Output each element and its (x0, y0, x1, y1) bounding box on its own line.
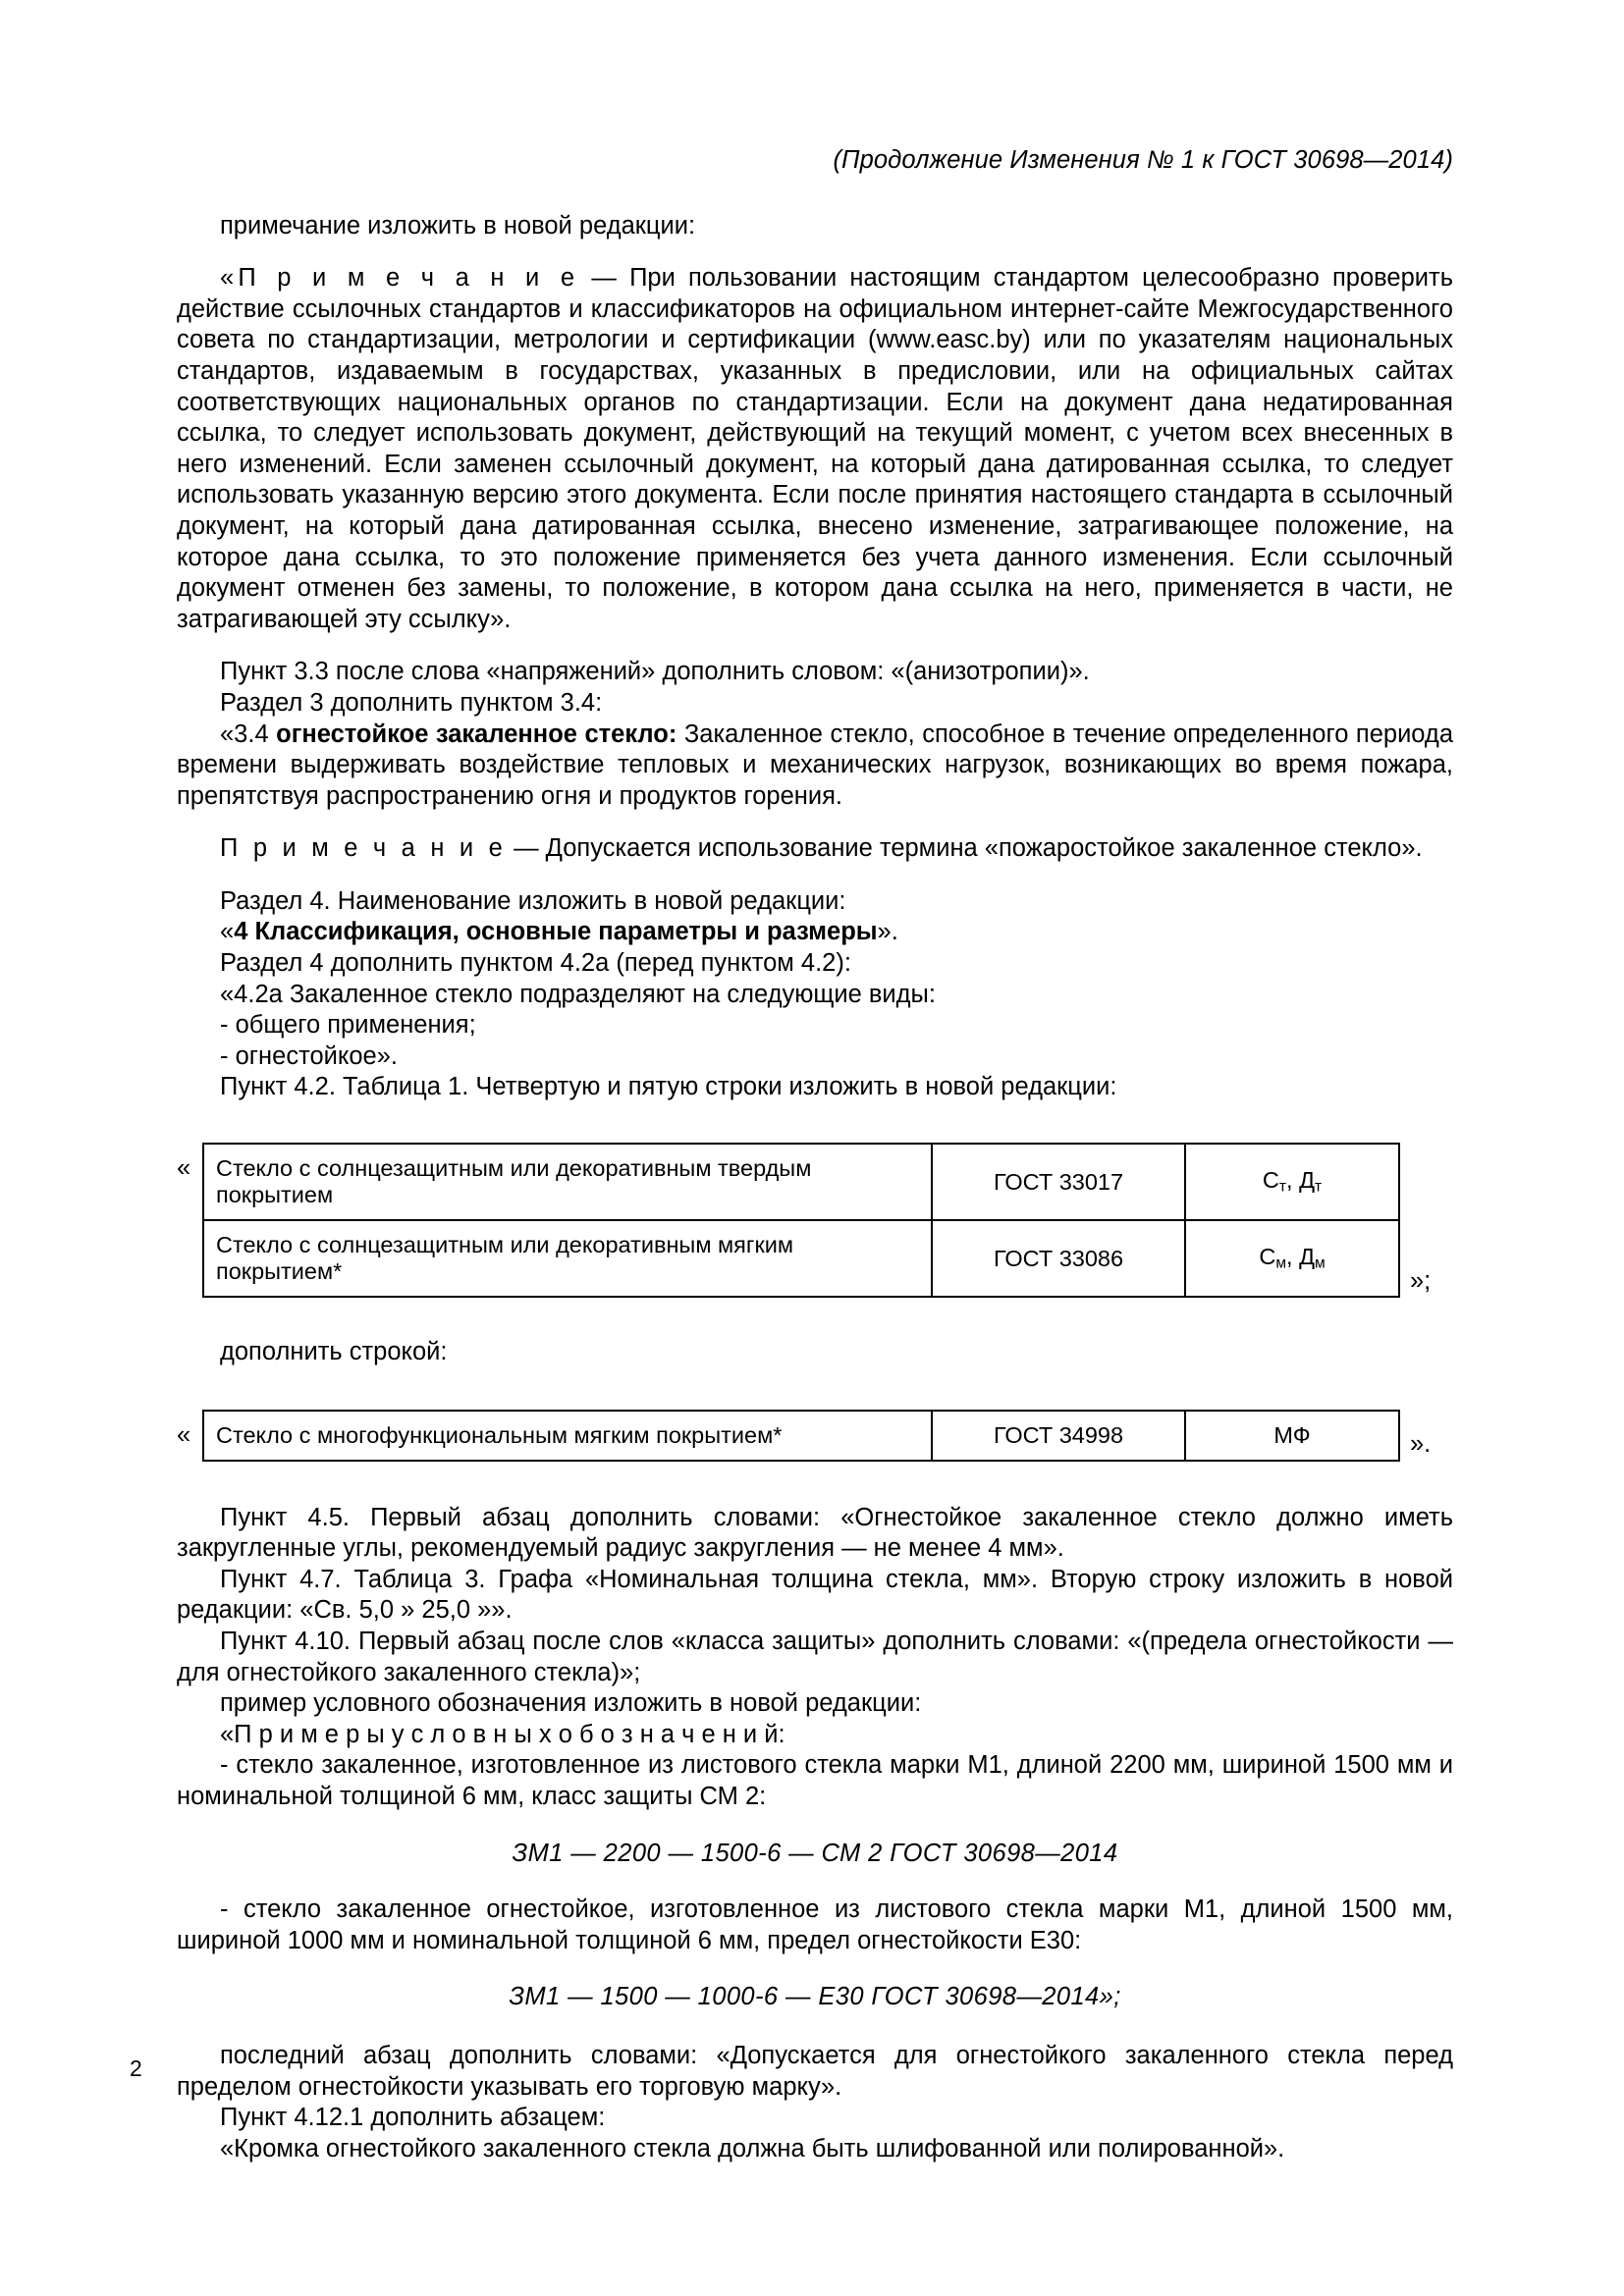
page-number: 2 (130, 2056, 142, 2081)
item-last-para: последний абзац дополнить словами: «Допускается для огнестойкого закаленного стекла перед пределом огнестойкости указывать его торговую марку». (177, 2042, 1453, 2101)
table-cell-standard: ГОСТ 33017 (932, 1144, 1185, 1220)
table-1-block (177, 1143, 1453, 1298)
item-3-4-term: огнестойкое закаленное стекло: (276, 720, 677, 748)
note2-paragraph (177, 833, 1453, 865)
table-row (203, 1220, 1399, 1297)
code-sub-2: т (1314, 1178, 1323, 1196)
item-section3-add: Раздел 3 дополнить пунктом 3.4: (220, 688, 603, 717)
item-3-3: Пункт 3.3 после слова «напряжений» дополнить словом: «(анизотропии)». (220, 658, 1090, 686)
code-base-1: С (1262, 1167, 1279, 1194)
table-cell-name: Стекло с солнцезащитным или декоративным мягким покрытием* (203, 1220, 932, 1297)
item-section4-new-name (177, 917, 1453, 948)
item-4-2a: «4.2а Закаленное стекло подразделяют на следующие виды: (220, 980, 936, 1008)
table-1-open-quote: « (177, 1154, 191, 1183)
item-section4-add: Раздел 4 дополнить пунктом 4.2а (перед пунктом 4.2): (220, 949, 851, 978)
example-2-text: - стекло закаленное огнестойкое, изготовленное из листового стекла марки М1, длиной 1500 мм, шириной 1000 мм и номинальной толщиной 6 мм, предел огнестойкости Е30: (177, 1896, 1453, 1954)
table-2 (202, 1410, 1400, 1462)
item-3-4-text: Закаленное стекло, способное в течение определенного периода времени выдерживать воздействие тепловых и механических нагрузок, возникающих во время пожара, препятствуя распространению огня и продуктов горения. (177, 720, 1453, 810)
code-separator: , (1286, 1244, 1300, 1270)
intro-line: примечание изложить в новой редакции: (220, 211, 696, 240)
table-2-open-quote: « (177, 1420, 191, 1449)
item-4-10: Пункт 4.10. Первый абзац после слов «класса защиты» дополнить словами: «(предела огнестойкости — для огнестойкого закаленного стекла)»; (177, 1628, 1453, 1686)
note2-body: — Допускается использование термина «пожаростойкое закаленное стекло». (507, 834, 1423, 863)
table-row (203, 1144, 1399, 1220)
table-cell-standard: ГОСТ 33086 (932, 1220, 1185, 1297)
item-section4-title: Раздел 4. Наименование изложить в новой редакции: (220, 886, 846, 915)
section4-name-bold: 4 Классификация, основные параметры и размеры (234, 918, 878, 946)
table-cell-code: МФ (1185, 1411, 1399, 1461)
code-separator: , (1286, 1167, 1300, 1194)
example-1-text: - стекло закаленное, изготовленное из листового стекла марки М1, длиной 2200 мм, шириной 1500 мм и номинальной толщиной 6 мм, класс защиты СМ 2: (177, 1751, 1453, 1811)
note-paragraph (177, 263, 1453, 635)
running-head: (Продолжение Изменения № 1 к ГОСТ 30698—2014) (833, 146, 1453, 174)
code-base-1: С (1259, 1244, 1276, 1270)
table-cell-name: Стекло с солнцезащитным или декоративным твердым покрытием (203, 1144, 932, 1220)
code-sub-1: т (1278, 1178, 1286, 1196)
item-4-5: Пункт 4.5. Первый абзац дополнить словами: «Огнестойкое закаленное стекло должно иметь закругленные углы, рекомендуемый радиус закругления — не менее 4 мм». (177, 1503, 1453, 1563)
page-content (177, 0, 1453, 2164)
code-base-2: Д (1299, 1167, 1315, 1194)
item-4-2a-bullet-2: - огнестойкое». (220, 1041, 398, 1070)
quote-close: ». (877, 918, 898, 946)
item-3-4-prefix: «3.4 (220, 720, 277, 748)
item-4-12-1: Пункт 4.12.1 дополнить абзацем: (220, 2104, 606, 2132)
table-2-block (177, 1410, 1453, 1462)
note-label: «П р и м е ч а н и е (220, 264, 579, 293)
table-1-close-quote: »; (1410, 1266, 1432, 1295)
code-base-2: Д (1299, 1244, 1315, 1270)
item-4-10-example-intro: пример условного обозначения изложить в новой редакции: (220, 1689, 922, 1718)
item-4-12-1-text: «Кромка огнестойкого закаленного стекла должна быть шлифованной или полированной». (220, 2134, 1285, 2163)
table-row (203, 1411, 1399, 1461)
table-1 (202, 1143, 1400, 1298)
item-4-2-table-intro: Пункт 4.2. Таблица 1. Четвертую и пятую строки изложить в новой редакции: (220, 1073, 1117, 1101)
add-row-line: дополнить строкой: (220, 1338, 448, 1366)
code-sub-2: м (1314, 1255, 1326, 1272)
item-4-2a-bullet-1: - общего применения; (220, 1011, 476, 1040)
note2-label: П р и м е ч а н и е (220, 834, 508, 863)
table-cell-standard: ГОСТ 34998 (932, 1411, 1185, 1461)
example-1-designation: ЗМ1 — 2200 — 1500-6 — СМ 2 ГОСТ 30698—2014 (512, 1839, 1118, 1867)
table-cell-code (1185, 1144, 1399, 1220)
note-body: — При пользовании настоящим стандартом целесообразно проверить действие ссылочных стандартов и классификаторов на официальном интернет-сайте Межгосударственного совета по стандартизации, метрологии и сертификации (www.easc.by) или по указателям национальных стандартов, издаваемым в государствах, указанных в предисловии, или на официальных сайтах соответствующих национальных органов по стандартизации. Если на документ дана недатированная ссылка, то следует использовать документ, действующий на текущий момент, с учетом всех внесенных в него изменений. Если заменен ссылочный документ, на который дана датированная ссылка, то следует использовать указанную версию этого документа. Если после принятия настоящего стандарта в ссылочный документ, на который дана датированная ссылка, внесено изменение, затрагивающее положение, на которое дана ссылка, то это положение применяется без учета данного изменения. Если ссылочный документ отменен без замены, то положение, в котором дана ссылка на него, применяется в части, не затрагивающей эту ссылку». (177, 264, 1454, 633)
item-3-4 (177, 720, 1453, 813)
examples-heading: «П р и м е р ы у с л о в н ы х о б о з н а ч е н и й: (220, 1720, 785, 1748)
code-sub-1: м (1275, 1255, 1286, 1272)
quote-open: « (220, 918, 235, 946)
item-4-7: Пункт 4.7. Таблица 3. Графа «Номинальная толщина стекла, мм». Вторую строку изложить в новой редакции: «Св. 5,0 » 25,0 »». (177, 1565, 1453, 1625)
table-2-close-quote: ». (1410, 1430, 1432, 1459)
table-cell-code (1185, 1220, 1399, 1297)
example-2-designation: ЗМ1 — 1500 — 1000-6 — Е30 ГОСТ 30698—2014»; (509, 1983, 1121, 2011)
table-cell-name: Стекло с многофункциональным мягким покрытием* (203, 1411, 932, 1461)
